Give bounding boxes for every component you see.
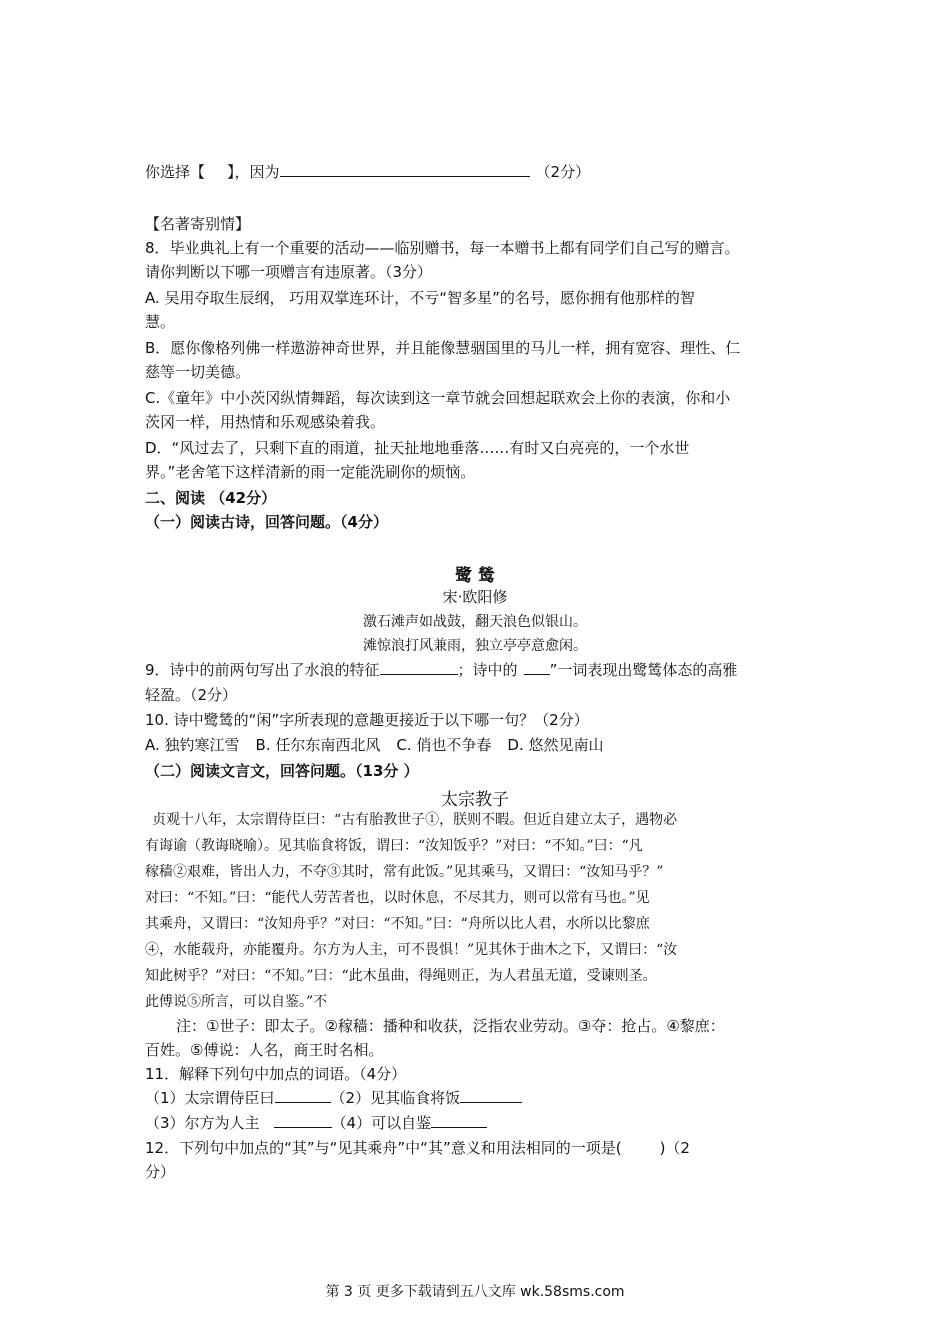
q10-options [145, 735, 603, 755]
section-header-reading: 二、阅读 （42分） [145, 489, 277, 507]
q10-option[interactable]: C. 俏也不争春 [396, 736, 492, 754]
poem-author: 宋·欧阳修 [442, 588, 508, 606]
q12-line1: 12．下列句中加点的“其”与“见其乘舟”中“其”意义和用法相同的一项是( )（2 [145, 1139, 690, 1157]
q9-line2: 轻盈。（2分） [145, 686, 238, 704]
q8-option-d-cont: 界。”老舍笔下这样清新的雨一定能洗刷你的烦恼。 [145, 463, 476, 481]
classical-line-1: 贞观十八年，太宗谓侍臣曰：“古有胎教世子①，朕则不暇。但近自建立太子，遇物必 [152, 812, 678, 828]
classical-line-2: 有诲谕（教诲晓喻）。见其临食将饭，谓曰：“汝知饭乎？”对曰：“不知。”曰：“凡 [145, 838, 643, 854]
q9-blank-2[interactable] [524, 660, 550, 675]
subsection-classical: （二）阅读文言文，回答问题。（13分 ） [145, 762, 419, 780]
q11-blank-2[interactable] [460, 1088, 522, 1103]
q11-blank-4[interactable] [431, 1113, 487, 1128]
q10-question: 10. 诗中鹭鸶的“闲”字所表现的意趣更接近于以下哪一句？（2分） [145, 711, 589, 729]
q7-answer-line: 你选择【 】，因为 （2分） [145, 163, 591, 181]
poem-title: 鹭 鸶 [455, 566, 495, 586]
subsection-poem: （一）阅读古诗，回答问题。（4分） [145, 513, 388, 531]
classical-line-7: 知此树乎？”对曰：“不知。”曰：“此木虽曲，得绳则正，为人君虽无道，受谏则圣。 [145, 968, 657, 984]
q11-blank-1[interactable] [275, 1088, 331, 1103]
q10-option[interactable]: D. 悠然见南山 [507, 736, 604, 754]
q8-option-d: D．“风过去了，只剩下直的雨道，扯天扯地地垂落……有时又白亮亮的，一个水世 [145, 439, 690, 457]
classical-title: 太宗教子 [441, 790, 509, 810]
q10-option[interactable]: B. 任尔东南西北风 [255, 736, 381, 754]
q11-row-2: （3）尔方为人主 （4）可以自鉴 [145, 1113, 487, 1133]
poem-line-1: 激石滩声如战鼓，翻天浪色似银山。 [363, 614, 587, 630]
q12-line2: 分） [145, 1163, 176, 1181]
q10-option[interactable]: A. 独钓寒江雪 [145, 736, 240, 754]
q11-row-1: （1）太宗谓侍臣曰 （2）见其临食将饭 [145, 1088, 522, 1108]
q8-option-b-cont: 慈等一切美德。 [145, 363, 251, 381]
poem-line-2: 滩惊浪打风兼雨，独立亭亭意愈闲。 [363, 638, 587, 654]
q9-line1: 9．诗中的前两句写出了水浪的特征 ；诗中的 ”一词表现出鹭鸶体态的高雅 [145, 661, 738, 679]
classical-line-5: 其乘舟，又谓曰：“汝知舟乎？”对曰：“不知。”曰：“舟所以比人君，水所以比黎庶 [145, 916, 650, 932]
notes-line-2: 百姓。⑤傅说：人名，商王时名相。 [145, 1041, 384, 1059]
q8-option-c: C.《童年》中小茨冈纵情舞蹈，每次读到这一章节就会回想起联欢会上你的表演，你和小 [145, 389, 731, 407]
classical-line-3: 稼穑②艰难，皆出人力，不夺③其时，常有此饭。”见其乘马，又谓曰：“汝知马乎？” [145, 864, 664, 880]
q11-blank-3[interactable] [274, 1113, 332, 1128]
page-footer: 第 3 页 更多下载请到五八文库 wk.58sms.com [325, 1284, 625, 1300]
classical-line-8: 此傅说⑤所言，可以自鉴。”不 [145, 994, 328, 1010]
q8-option-c-cont: 茨冈一样，用热情和乐观感染着我。 [145, 413, 386, 431]
classical-line-6: ④，水能载舟，亦能覆舟。尔方为人主，可不畏惧！”见其休于曲木之下，又谓曰：“汝 [145, 942, 678, 958]
q8-option-a-cont: 慧。 [145, 313, 176, 331]
q8-option-b: B．愿你像格列佛一样遨游神奇世界，并且能像慧骃国里的马儿一样，拥有宽容、理性、仁 [145, 339, 741, 357]
q8-line2: 请你判断以下哪一项赠言有违原著。（3分） [145, 263, 433, 281]
notes-line-1: 注：①世子：即太子。②稼穑：播种和收获，泛指农业劳动。③夺：抢占。④黎庶： [176, 1017, 725, 1035]
q8-line1: 8．毕业典礼上有一个重要的活动——临别赠书，每一本赠书上都有同学们自己写的赠言。 [145, 239, 740, 257]
q11-question: 11．解释下列句中加点的词语。（4分） [145, 1065, 407, 1083]
classical-line-4: 对曰：“不知。”曰：“能代人劳苦者也，以时休息，不尽其力，则可以常有马也。”见 [145, 890, 650, 906]
q9-blank-1[interactable] [380, 660, 458, 675]
section-header-mingzhu: 【名著寄别情】 [145, 215, 251, 233]
answer-blank[interactable] [280, 162, 530, 177]
q8-option-a: A. 吴用夺取生辰纲， 巧用双掌连环计，不亏“智多星”的名号，愿你拥有他那样的智 [145, 289, 695, 307]
